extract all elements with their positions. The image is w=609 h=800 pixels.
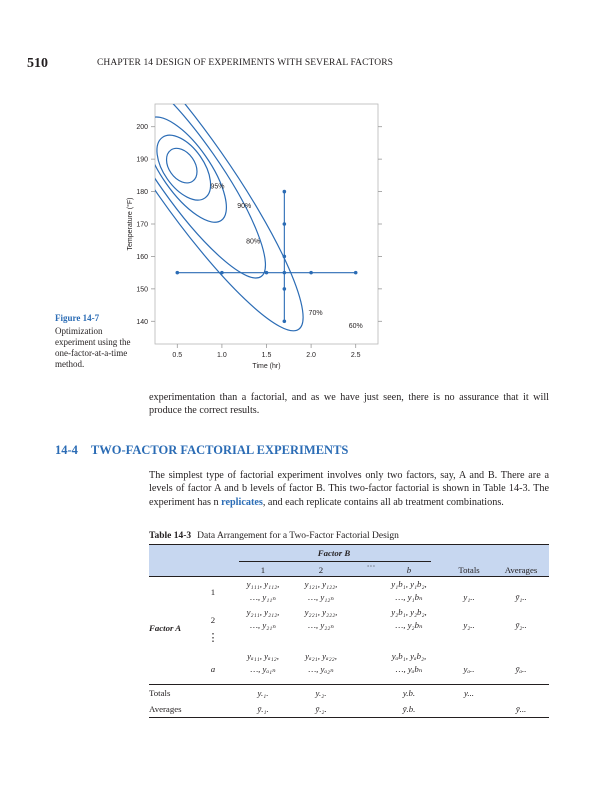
experiment-point xyxy=(283,255,287,259)
row-average: ȳ₂.. xyxy=(515,620,527,630)
y-tick-label: 140 xyxy=(136,318,148,326)
col-header-b: b xyxy=(406,565,412,575)
table-title: Data Arrangement for a Two-Factor Factorial Design xyxy=(197,531,399,541)
x-tick-label: 1.5 xyxy=(261,352,272,359)
grand-average: ȳ... xyxy=(515,704,527,714)
experiment-point xyxy=(265,271,269,275)
table-label: Table 14-3 xyxy=(149,531,192,541)
column-total: y.₂. xyxy=(315,688,327,698)
table-cell: y₁b₁, y₁b₂, xyxy=(391,579,427,589)
row-average: ȳ₁.. xyxy=(515,592,527,602)
experiment-point xyxy=(283,190,287,194)
experiment-point xyxy=(283,222,287,226)
table-cell: …, y₂₁ₙ xyxy=(250,620,276,630)
page-number: 510 xyxy=(27,56,48,71)
row-average: ȳₐ.. xyxy=(515,664,527,674)
table-cell: y₂b₁, y₂b₂, xyxy=(391,607,427,617)
column-average: ȳ.b. xyxy=(402,704,416,714)
vertical-ellipsis: ⋮ xyxy=(207,632,219,644)
table-cell: yₐb₁, yₐb₂, xyxy=(391,651,427,661)
experiment-point xyxy=(220,271,224,275)
table-cell: y₁₂₁, y₁₂₂, xyxy=(304,579,338,589)
section-number: 14-4 xyxy=(55,443,78,457)
table-cell: …, y₁₁ₙ xyxy=(250,592,276,602)
y-tick-label: 170 xyxy=(136,221,148,229)
table-cell: …, yₐ₂ₙ xyxy=(308,664,334,674)
col-header-2: 2 xyxy=(318,565,324,575)
table-cell: …, y₁₂ₙ xyxy=(308,592,334,602)
experiment-point xyxy=(354,271,358,275)
table-cell: …, y₂bₙ xyxy=(395,620,423,630)
paragraph-2-text: The simplest type of factorial experiment involves only two factors, say, A and B. There are a levels of factor A and b levels of factor B. This two-factor factorial is shown in Table 14-3. The experiment has n xyxy=(149,470,549,508)
paragraph-2-text-end: , and each replicate contains all ab treatment combinations. xyxy=(262,496,504,508)
x-tick-label: 1.0 xyxy=(217,352,227,359)
paragraph-2 xyxy=(149,469,549,509)
table-cell: …, yₐ₁ₙ xyxy=(250,664,276,674)
row-level-a: a xyxy=(210,664,216,674)
row-total: yₐ.. xyxy=(463,664,475,674)
table-cell: …, yₐbₙ xyxy=(395,664,423,674)
factor-a-label: Factor A xyxy=(149,623,182,633)
table-bottom-rule xyxy=(149,684,549,685)
table-cell: y₂₂₁, y₂₂₂, xyxy=(304,607,338,617)
experiment-point xyxy=(176,271,180,275)
contour-label: 95% xyxy=(210,183,225,191)
contour-line xyxy=(120,102,330,351)
col-header-dots: ··· xyxy=(366,561,376,571)
paragraph-1: experimentation than a factorial, and as we have just seen, there is no assurance that it will produce the correct results. xyxy=(149,392,549,417)
column-average: ȳ.₁. xyxy=(257,704,269,714)
table-cell: …, y₁bₙ xyxy=(395,592,423,602)
table-cell: yₐ₁₁, yₐ₁₂, xyxy=(247,651,279,661)
y-tick-label: 200 xyxy=(136,124,148,132)
table-header-rule xyxy=(149,576,549,577)
experiment-point xyxy=(309,271,313,275)
table-cell: y₁₁₁, y₁₁₂, xyxy=(246,579,280,589)
y-axis-label: Temperature (°F) xyxy=(127,197,134,251)
contour-chart xyxy=(120,102,385,377)
table-caption xyxy=(149,531,399,541)
y-tick-label: 150 xyxy=(136,286,148,294)
chapter-title: CHAPTER 14 DESIGN OF EXPERIMENTS WITH SEVERAL FACTORS xyxy=(97,58,394,68)
col-header-1: 1 xyxy=(260,565,266,575)
row-total: y₁.. xyxy=(463,592,475,602)
factor-b-rule xyxy=(239,561,431,562)
table-cell: y₂₁₁, y₂₁₂, xyxy=(246,607,280,617)
keyword-replicates: replicates xyxy=(221,496,263,508)
column-total: y.b. xyxy=(402,688,416,698)
section-title: TWO-FACTOR FACTORIAL EXPERIMENTS xyxy=(90,443,349,457)
data-table xyxy=(149,544,549,714)
contour-line xyxy=(146,126,221,210)
y-tick-label: 180 xyxy=(136,189,148,197)
averages-label: Averages xyxy=(149,704,182,714)
column-average: ȳ.₂. xyxy=(315,704,327,714)
table-cell: yₐ₂₁, yₐ₂₂, xyxy=(305,651,337,661)
table-cell: …, y₂₂ₙ xyxy=(308,620,334,630)
row-level-2: 2 xyxy=(210,615,216,625)
row-total: y₂.. xyxy=(463,620,475,630)
contour-label: 60% xyxy=(348,322,363,330)
section-heading xyxy=(55,443,348,458)
table-top-rule xyxy=(149,544,549,545)
row-level-1: 1 xyxy=(210,587,216,597)
y-tick-label: 190 xyxy=(136,156,148,164)
factor-b-label: Factor B xyxy=(317,548,351,558)
x-tick-label: 2.0 xyxy=(306,352,316,359)
column-total: y.₁. xyxy=(257,688,269,698)
col-header-averages: Averages xyxy=(504,565,538,575)
totals-label: Totals xyxy=(149,688,171,698)
y-tick-label: 160 xyxy=(136,253,148,261)
x-axis-label: Time (hr) xyxy=(252,363,281,370)
contour-label: 80% xyxy=(246,238,261,246)
table-end-rule xyxy=(149,717,549,718)
contour-group xyxy=(120,102,330,351)
grand-total: y... xyxy=(463,688,475,698)
experiment-point xyxy=(283,319,287,323)
figure-label: Figure 14-7 xyxy=(55,313,100,323)
contour-label: 70% xyxy=(308,309,323,317)
figure-caption xyxy=(55,313,145,370)
x-tick-label: 0.5 xyxy=(172,352,183,359)
x-tick-label: 2.5 xyxy=(350,352,361,359)
col-header-totals: Totals xyxy=(458,565,480,575)
contour-line xyxy=(160,143,203,189)
contour-label: 90% xyxy=(237,202,252,210)
experiment-point xyxy=(283,287,287,291)
figure-caption-text: Optimization experiment using the one-factor-at-a-time method. xyxy=(55,326,131,369)
